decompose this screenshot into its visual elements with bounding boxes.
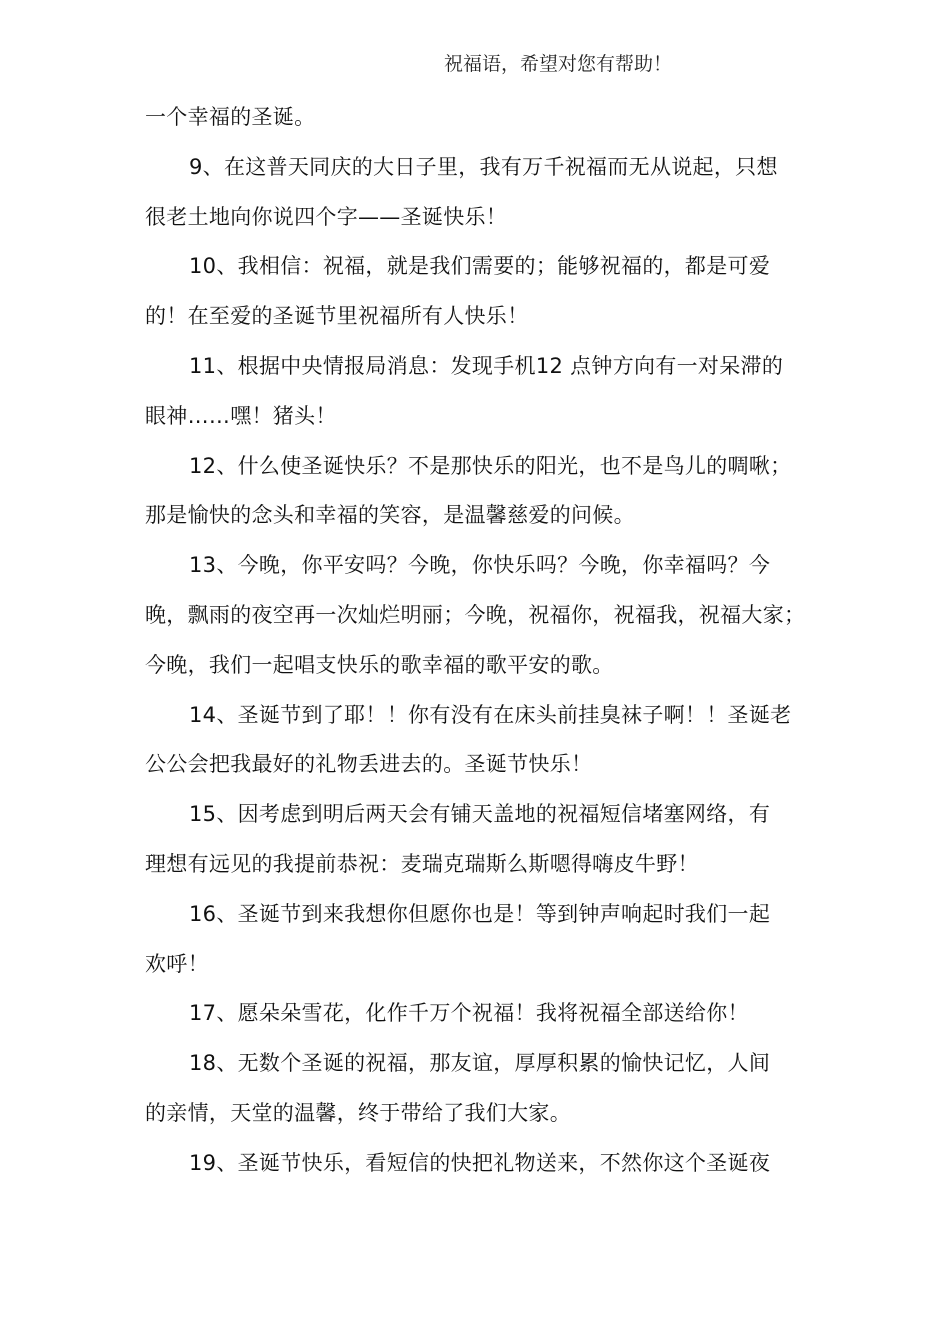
text-line: 晚，飘雨的夜空再一次灿烂明丽；今晚，祝福你，祝福我，祝福大家； bbox=[145, 603, 806, 627]
page-header: 祝福语，希望对您有帮助！ bbox=[444, 53, 673, 75]
paragraph-line: 10、我相信：祝福，就是我们需要的；能够祝福的，都是可爱 bbox=[189, 254, 771, 278]
text-line: 的亲情，天堂的温馨，终于带给了我们大家。 bbox=[145, 1101, 571, 1125]
text-line: 那是愉快的念头和幸福的笑容，是温馨慈爱的问候。 bbox=[145, 503, 635, 527]
paragraph-line: 12、什么使圣诞快乐？不是那快乐的阳光，也不是鸟儿的啁啾； bbox=[189, 454, 792, 478]
text-line: 理想有远见的我提前恭祝：麦瑞克瑞斯么斯嗯得嗨皮牛野！ bbox=[145, 852, 699, 876]
paragraph-line: 13、今晚，你平安吗？今晚，你快乐吗？今晚，你幸福吗？今 bbox=[189, 553, 771, 577]
paragraph-line: 18、无数个圣诞的祝福，那友谊，厚厚积累的愉快记忆，人间 bbox=[189, 1051, 771, 1075]
paragraph-line: 9、在这普天同庆的大日子里，我有万千祝福而无从说起，只想 bbox=[189, 155, 778, 179]
text-line: 欢呼！ bbox=[145, 952, 209, 976]
text-line: 一个幸福的圣诞。 bbox=[145, 105, 316, 129]
text-line: 很老土地向你说四个字——圣诞快乐！ bbox=[145, 205, 508, 229]
paragraph-line: 15、因考虑到明后两天会有铺天盖地的祝福短信堵塞网络，有 bbox=[189, 802, 771, 826]
paragraph-line: 11、根据中央情报局消息：发现手机12 点钟方向有一对呆滞的 bbox=[189, 354, 784, 378]
text-line: 公公会把我最好的礼物丢进去的。圣诞节快乐！ bbox=[145, 752, 593, 776]
text-line: 的！在至爱的圣诞节里祝福所有人快乐！ bbox=[145, 304, 529, 328]
paragraph-line: 17、愿朵朵雪花，化作千万个祝福！我将祝福全部送给你！ bbox=[189, 1001, 749, 1025]
paragraph-line: 19、圣诞节快乐，看短信的快把礼物送来，不然你这个圣诞夜 bbox=[189, 1151, 771, 1175]
text-line: 眼神……嘿！猪头！ bbox=[145, 404, 337, 428]
text-line: 今晚，我们一起唱支快乐的歌幸福的歌平安的歌。 bbox=[145, 653, 614, 677]
paragraph-line: 14、圣诞节到了耶！！你有没有在床头前挂臭袜子啊！！圣诞老 bbox=[189, 703, 792, 727]
paragraph-line: 16、圣诞节到来我想你但愿你也是！等到钟声响起时我们一起 bbox=[189, 902, 771, 926]
